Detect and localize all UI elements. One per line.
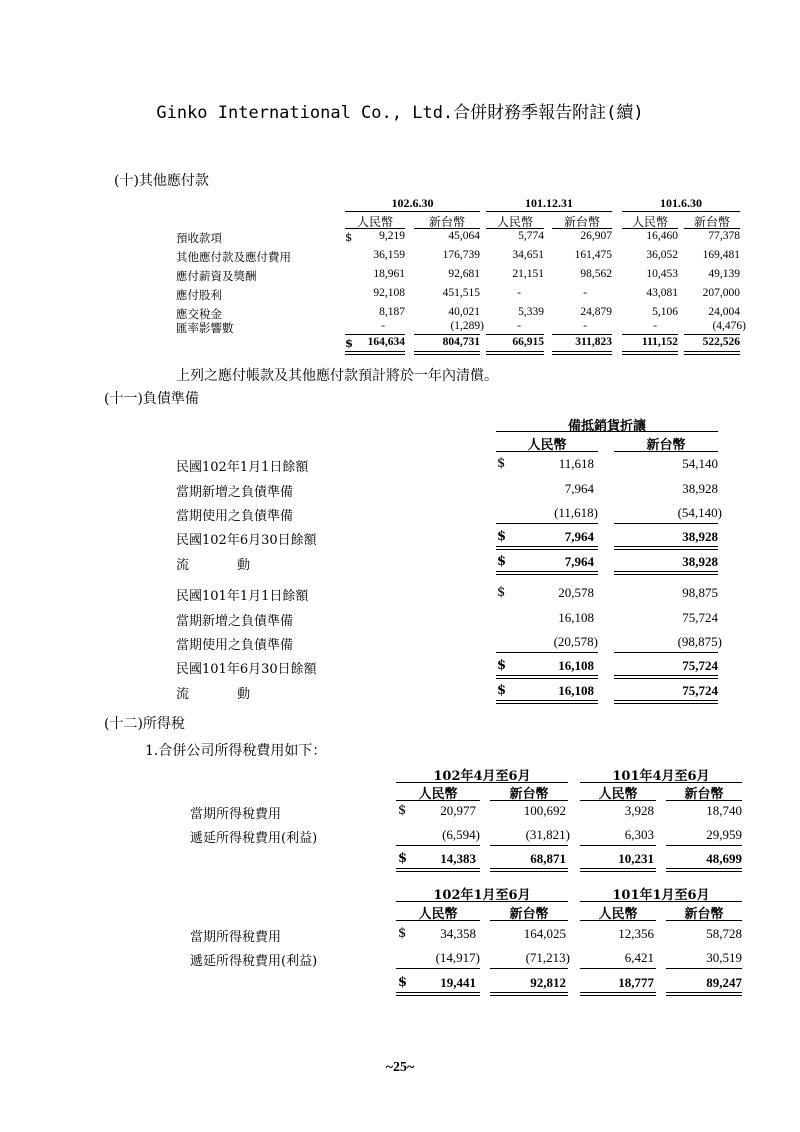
cell: 98,562 [580,268,612,280]
row-label: 應付股利 [176,288,222,302]
period-header: 102年4月至6月 [433,769,531,784]
cell: 5,774 [518,230,544,242]
currency-header: 人民幣 [356,215,393,229]
cell: (11,618) [554,505,598,520]
cell: 16,460 [646,230,678,242]
currency-header: 新台幣 [428,215,465,229]
cell: 11,618 [558,456,594,471]
cell: (6,594) [442,827,480,842]
dollar-sign: $ [497,554,507,569]
row-label: 當期新增之負債準備 [176,614,294,629]
cell: 20,578 [558,585,594,600]
cell: 68,871 [530,851,566,866]
cell: 100,692 [523,803,566,818]
cell: (98,875) [677,634,722,649]
cell: 451,515 [442,287,480,299]
cell: 176,739 [442,249,480,261]
dollar-sign: $ [398,851,408,866]
cell: 804,731 [442,336,480,348]
currency-header: 人民幣 [418,907,458,922]
cell: 7,964 [564,529,594,544]
page-number: ~25~ [385,1060,415,1075]
currency-header: 人民幣 [598,907,638,922]
cell: 92,108 [373,287,405,299]
cell: 18,961 [373,268,405,280]
row-label: 其他應付款及應付費用 [176,250,291,264]
cell: 14,383 [440,851,476,866]
currency-header: 新台幣 [646,438,686,453]
cell: 36,052 [646,249,678,261]
cell: 10,231 [618,851,654,866]
cell: 5,106 [652,306,678,318]
currency-header: 新台幣 [684,907,724,922]
currency-header: 人民幣 [418,787,458,802]
cell: 16,108 [558,658,594,673]
dollar-sign: $ [345,230,353,244]
cell: 10,453 [646,268,678,280]
cell: 54,140 [682,456,718,471]
cell: 38,928 [682,529,718,544]
row-label: 民國101年1月1日餘額 [176,589,309,604]
cell: (20,578) [553,634,598,649]
row-label: 當期使用之負債準備 [176,638,294,653]
cell: 522,526 [702,336,740,348]
period-header: 101年4月至6月 [612,769,710,784]
cell: 92,681 [448,268,480,280]
section-10-heading: (十)其他應付款 [114,173,209,189]
cell: 75,724 [682,658,718,673]
section-10-note: 上列之應付帳款及其他應付款預計將於一年內清償。 [176,368,498,384]
dollar-sign: $ [497,683,507,698]
currency-header: 新台幣 [563,215,600,229]
row-label: 當期使用之負債準備 [176,509,294,524]
cell: (31,821) [525,827,570,842]
section-11-heading: (十一)負債準備 [104,391,199,407]
row-label: 民國102年1月1日餘額 [176,460,309,475]
cell: 21,151 [512,268,544,280]
period-header: 101.12.31 [525,196,573,210]
row-label: 匯率影響數 [176,321,234,335]
currency-header: 人民幣 [598,787,638,802]
cell: 16,108 [558,683,594,698]
cell: 98,875 [682,585,718,600]
cell: (14,917) [435,950,480,965]
cell: - [583,320,587,332]
row-label: 當期所得稅費用 [190,807,282,822]
dollar-sign: $ [345,336,354,350]
cell: (71,213) [525,950,570,965]
section-12-subheading: 1.合併公司所得稅費用如下： [145,743,327,759]
dollar-sign: $ [398,926,407,941]
column-group-header: 備抵銷貨折讓 [567,419,646,434]
cell: 6,303 [624,827,654,842]
cell: 24,879 [580,306,612,318]
cell: 16,108 [558,610,594,625]
cell: 111,152 [641,336,678,348]
currency-header: 新台幣 [693,215,730,229]
cell: 77,378 [708,230,740,242]
cell: - [517,320,521,332]
cell: (4,476) [712,320,746,332]
dollar-sign: $ [398,803,407,818]
cell: 3,928 [624,803,654,818]
cell: 12,356 [618,926,654,941]
cell: 20,977 [440,803,476,818]
row-label: 流 動 [176,687,273,702]
cell: 66,915 [512,336,544,348]
cell: 6,421 [624,950,654,965]
row-label: 民國101年6月30日餘額 [176,662,317,677]
currency-header: 人民幣 [496,215,533,229]
cell: 18,777 [618,975,654,990]
cell: 40,021 [448,306,480,318]
cell: 43,081 [646,287,678,299]
cell: 34,651 [512,249,544,261]
section-12-heading: (十二)所得稅 [104,716,185,732]
cell: 169,481 [702,249,740,261]
row-label: 當期新增之負債準備 [176,485,294,500]
period-header: 101.6.30 [660,196,702,210]
cell: 164,634 [367,336,405,348]
cell: 75,724 [682,683,718,698]
currency-header: 新台幣 [684,787,724,802]
row-label: 遞延所得稅費用(利益) [190,831,318,846]
currency-header: 新台幣 [509,787,549,802]
cell: - [517,287,521,299]
cell: 75,724 [682,610,718,625]
cell: 58,728 [706,926,742,941]
cell: 7,964 [564,554,594,569]
cell: 18,740 [706,803,742,818]
dollar-sign: $ [497,529,507,544]
cell: 161,475 [574,249,612,261]
cell: 48,699 [706,851,742,866]
row-label: 民國102年6月30日餘額 [176,533,317,548]
cell: 36,159 [373,249,405,261]
cell: 311,823 [575,336,612,348]
cell: - [653,320,657,332]
cell: - [381,320,385,332]
cell: 8,187 [379,306,405,318]
cell: 45,064 [448,230,480,242]
cell: 38,928 [682,481,718,496]
cell: (1,289) [450,320,484,332]
row-label: 當期所得稅費用 [190,930,282,945]
period-header: 102年1月至6月 [433,888,531,903]
row-label: 流 動 [176,558,273,573]
currency-header: 人民幣 [527,438,567,453]
period-header: 102.6.30 [391,196,434,210]
dollar-sign: $ [398,975,408,990]
cell: 38,928 [682,554,718,569]
cell: 164,025 [523,926,566,941]
cell: 89,247 [706,975,742,990]
cell: 92,812 [530,975,566,990]
cell: 7,964 [564,481,594,496]
page-title: Ginko International Co., Ltd.合併財務季報告附註(續) [156,103,644,123]
row-label: 預收款項 [176,231,222,245]
dollar-sign: $ [497,658,507,673]
cell: 9,219 [379,230,405,242]
cell: 26,907 [580,230,612,242]
currency-header: 新台幣 [509,907,549,922]
period-header: 101年1月至6月 [612,888,710,903]
cell: 24,004 [708,306,740,318]
currency-header: 人民幣 [631,215,668,229]
cell: 207,000 [702,287,740,299]
dollar-sign: $ [497,456,506,471]
dollar-sign: $ [497,585,506,600]
row-label: 應付薪資及獎酬 [176,269,257,283]
cell: 30,519 [706,950,742,965]
cell: (54,140) [677,505,722,520]
cell: 34,358 [440,926,476,941]
cell: 5,339 [518,306,544,318]
cell: 29,959 [706,827,742,842]
row-label: 遞延所得稅費用(利益) [190,954,318,969]
cell: 19,441 [440,975,476,990]
cell: 49,139 [708,268,740,280]
cell: - [583,287,587,299]
row-label: 應交稅金 [176,307,222,321]
